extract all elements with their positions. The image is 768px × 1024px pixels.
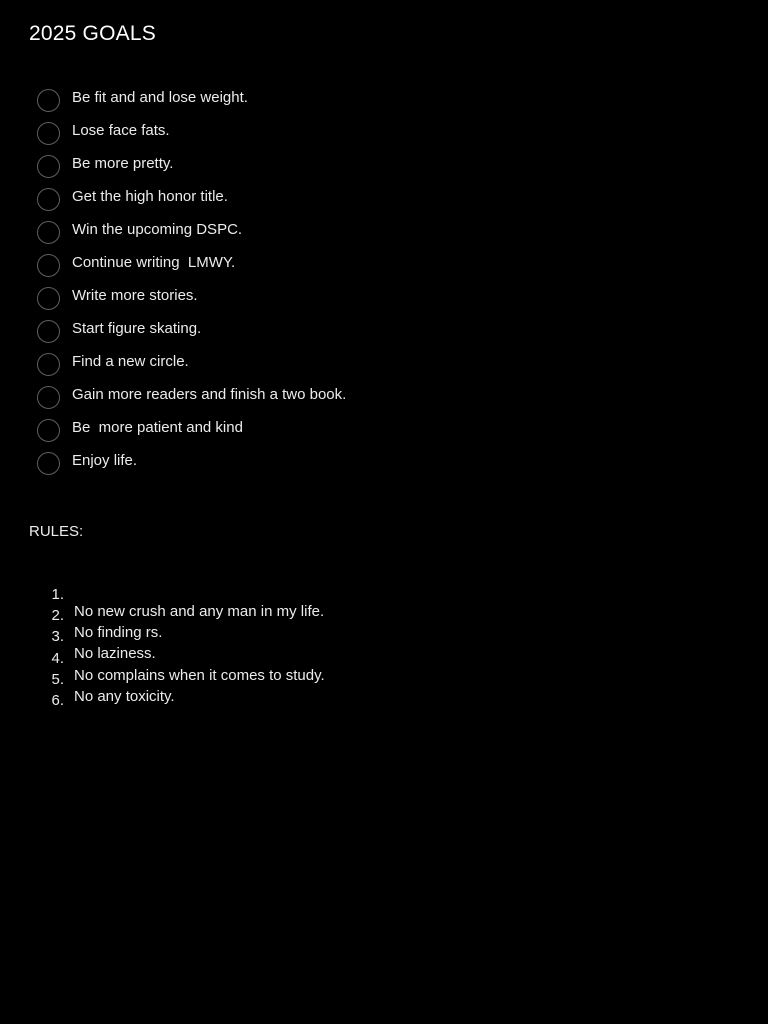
checkbox-circle-icon[interactable] [37,221,60,244]
checkbox-circle-icon[interactable] [37,89,60,112]
checklist-item[interactable] [37,248,346,281]
rule-number: 6. [51,691,64,709]
checklist-item[interactable] [37,149,346,182]
checklist-item[interactable] [37,446,346,479]
checkbox-circle-icon[interactable] [37,287,60,310]
checkbox-circle-icon[interactable] [37,320,60,343]
checklist-item[interactable] [37,281,346,314]
rule-number: 5. [51,670,64,688]
checkbox-circle-icon[interactable] [37,452,60,475]
rule-number: 1. [51,586,64,603]
rule-number: 3. [51,628,64,646]
checklist-item-text[interactable]: Find a new circle. [72,353,189,370]
checkbox-circle-icon[interactable] [37,122,60,145]
rules-list [0,569,325,709]
checklist-item-text[interactable]: Start figure skating. [72,320,202,337]
checklist-item-text[interactable]: Gain more readers and finish a two book. [72,386,347,403]
checkbox-circle-icon[interactable] [37,386,60,409]
checkbox-circle-icon[interactable] [37,254,60,277]
rule-item[interactable] [0,569,325,620]
rule-item[interactable] [0,675,64,709]
checklist-item-text[interactable]: Enjoy life. [72,452,138,469]
checklist-item[interactable] [37,413,346,446]
checklist-item-text[interactable]: Be more patient and kind [72,419,243,436]
rule-text[interactable]: No any toxicity. [74,687,175,705]
checklist-item[interactable] [37,380,346,413]
checklist-item-text[interactable]: Win the upcoming DSPC. [72,221,243,238]
checklist-item[interactable] [37,182,346,215]
note-title[interactable]: 2025 GOALS [29,22,156,45]
rules-heading[interactable]: RULES: [29,523,84,540]
checklist-item-text[interactable]: Get the high honor title. [72,188,228,205]
checkbox-circle-icon[interactable] [37,419,60,442]
checklist-item[interactable] [37,215,346,248]
checklist-item[interactable] [37,347,346,380]
rule-text[interactable]: No new crush and any man in my life. [74,603,325,620]
checklist-item[interactable] [37,83,346,116]
checklist-item-text[interactable]: Continue writing LMWY. [72,254,236,271]
checkbox-circle-icon[interactable] [37,188,60,211]
rule-text[interactable]: No complains when it comes to study. [74,666,325,684]
checkbox-circle-icon[interactable] [37,353,60,376]
goals-checklist [37,83,346,479]
checklist-item[interactable] [37,314,346,347]
rule-text[interactable]: No laziness. [74,645,156,663]
rule-number: 2. [51,607,64,625]
checklist-item-text[interactable]: Lose face fats. [72,122,170,139]
checklist-item-text[interactable]: Be fit and and lose weight. [72,89,248,106]
checklist-item-text[interactable]: Write more stories. [72,287,198,304]
rule-item[interactable] [0,590,163,642]
rule-text[interactable]: No finding rs. [74,624,163,642]
checkbox-circle-icon[interactable] [37,155,60,178]
checklist-item-text[interactable]: Be more pretty. [72,155,174,172]
checklist-item[interactable] [37,116,346,149]
rule-number: 4. [51,649,64,667]
